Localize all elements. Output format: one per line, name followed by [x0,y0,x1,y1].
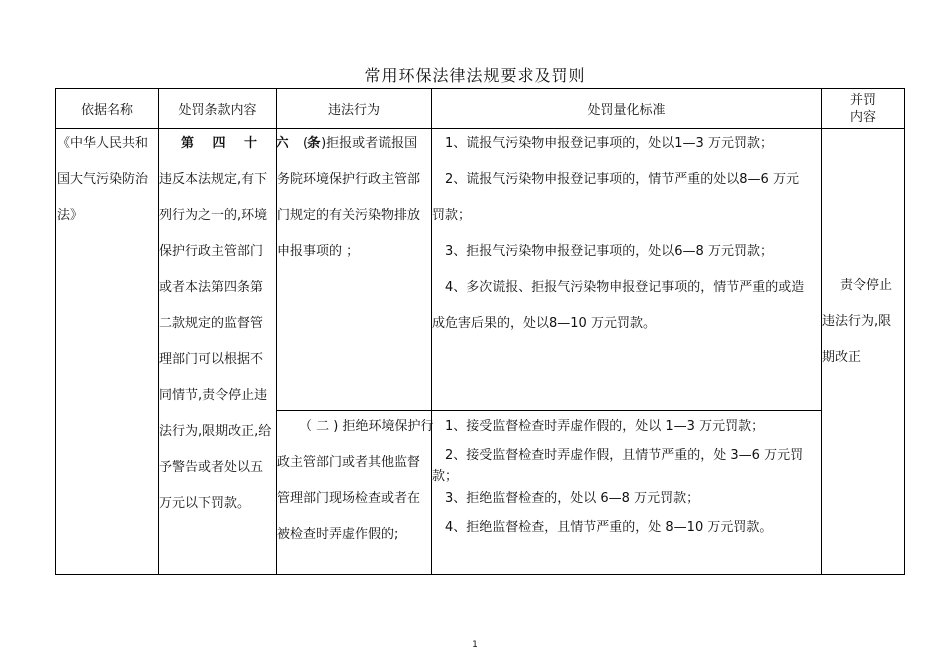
violation-line: 申报事项的 ； [277,244,360,259]
violation-line: (一)拒报或者谎报国 [303,136,418,151]
page-title: 常用环保法律法规要求及罚则 [364,66,586,85]
article-line: 法行为,限期改正,给 [159,424,272,439]
header-penalty-standard: 处罚量化标准 [587,103,666,118]
article-line: 理部门可以根据不 [159,352,264,367]
violation-line: （ 二 ) 拒绝环境保护行 [299,419,434,434]
article-line: 同情节,责令停止违 [159,388,268,403]
penalty-line: 4、多次谎报、拒报气污染物申报登记事项的，情节严重的或造 [445,280,805,295]
violation-line: 门规定的有关污染物排放 [277,208,421,223]
penalty-line: 2、接受监督检查时弄虚作假，且情节严重的，处 3—6 万元罚 [445,448,804,463]
penalty-line: 成危害后果的，处以8—10 万元罚款。 [432,316,656,331]
law-name-line: 法》 [57,208,84,223]
violation-line: 被检查时弄虚作假的; [277,527,399,542]
combined-line: 期改正 [822,350,862,365]
penalty-standard-2-cell [432,412,821,542]
header-combined-line: 并罚 [849,92,876,108]
article-line: 保护行政主管部门 [159,244,264,259]
penalty-line: 1、接受监督检查时弄虚作假的，处以 1—3 万元罚款； [445,419,765,434]
violation-2-cell [277,409,434,553]
regulation-table [55,88,905,575]
article-line: 万元以下罚款。 [159,496,251,511]
law-name-line: 《中华人民共和 [57,136,149,151]
penalty-line: 3、拒绝监督检查的，处以 6—8 万元罚款； [445,491,700,506]
article-line: 列行为之一的,环境 [159,208,268,223]
article-heading: 第 四 十 六 条 [181,136,328,151]
table-border-right [904,88,905,575]
header-basis-name: 依据名称 [80,103,133,118]
table-border-bottom [55,574,905,575]
header-penalty-clause: 处罚条款内容 [178,103,257,118]
penalty-line: 2、谎报气污染物申报登记事项的，情节严重的处以8—6 万元 [445,172,799,187]
penalty-line: 罚款； [432,208,472,223]
violation-line: 政主管部门或者其他监督 [277,455,421,470]
header-combined-penalty [822,89,904,128]
combined-penalty-cell [822,268,904,376]
article-line: 二款规定的监督管 [159,316,264,331]
article-line: 违反本法规定,有下 [159,172,268,187]
violation-line: 管理部门现场检查或者在 [277,491,421,506]
violation-line: 务院环境保护行政主管部 [277,172,421,187]
violation-1-cell [277,126,431,270]
penalty-line: 3、拒报气污染物申报登记事项的，处以6—8 万元罚款； [445,244,773,259]
law-name-cell [57,126,158,234]
header-violation: 违法行为 [327,103,380,118]
law-name-line: 国大气污染防治 [57,172,149,187]
combined-line: 责令停止 [840,278,893,293]
penalty-line: 1、谎报气污染物申报登记事项的，处以1—3 万元罚款； [445,136,773,151]
article-line: 予警告或者处以五 [159,460,264,475]
penalty-line: 4、拒绝监督检查，且情节严重的，处 8—10 万元罚款。 [445,520,773,535]
penalty-standard-1-cell [432,126,821,342]
article-line: 或者本法第四条第 [159,280,264,295]
combined-line: 违法行为,限 [822,314,892,329]
page-number: 1 [472,640,478,650]
header-combined-line: 内容 [849,109,876,125]
penalty-line: 款； [432,469,459,484]
table-border-left [55,88,56,575]
